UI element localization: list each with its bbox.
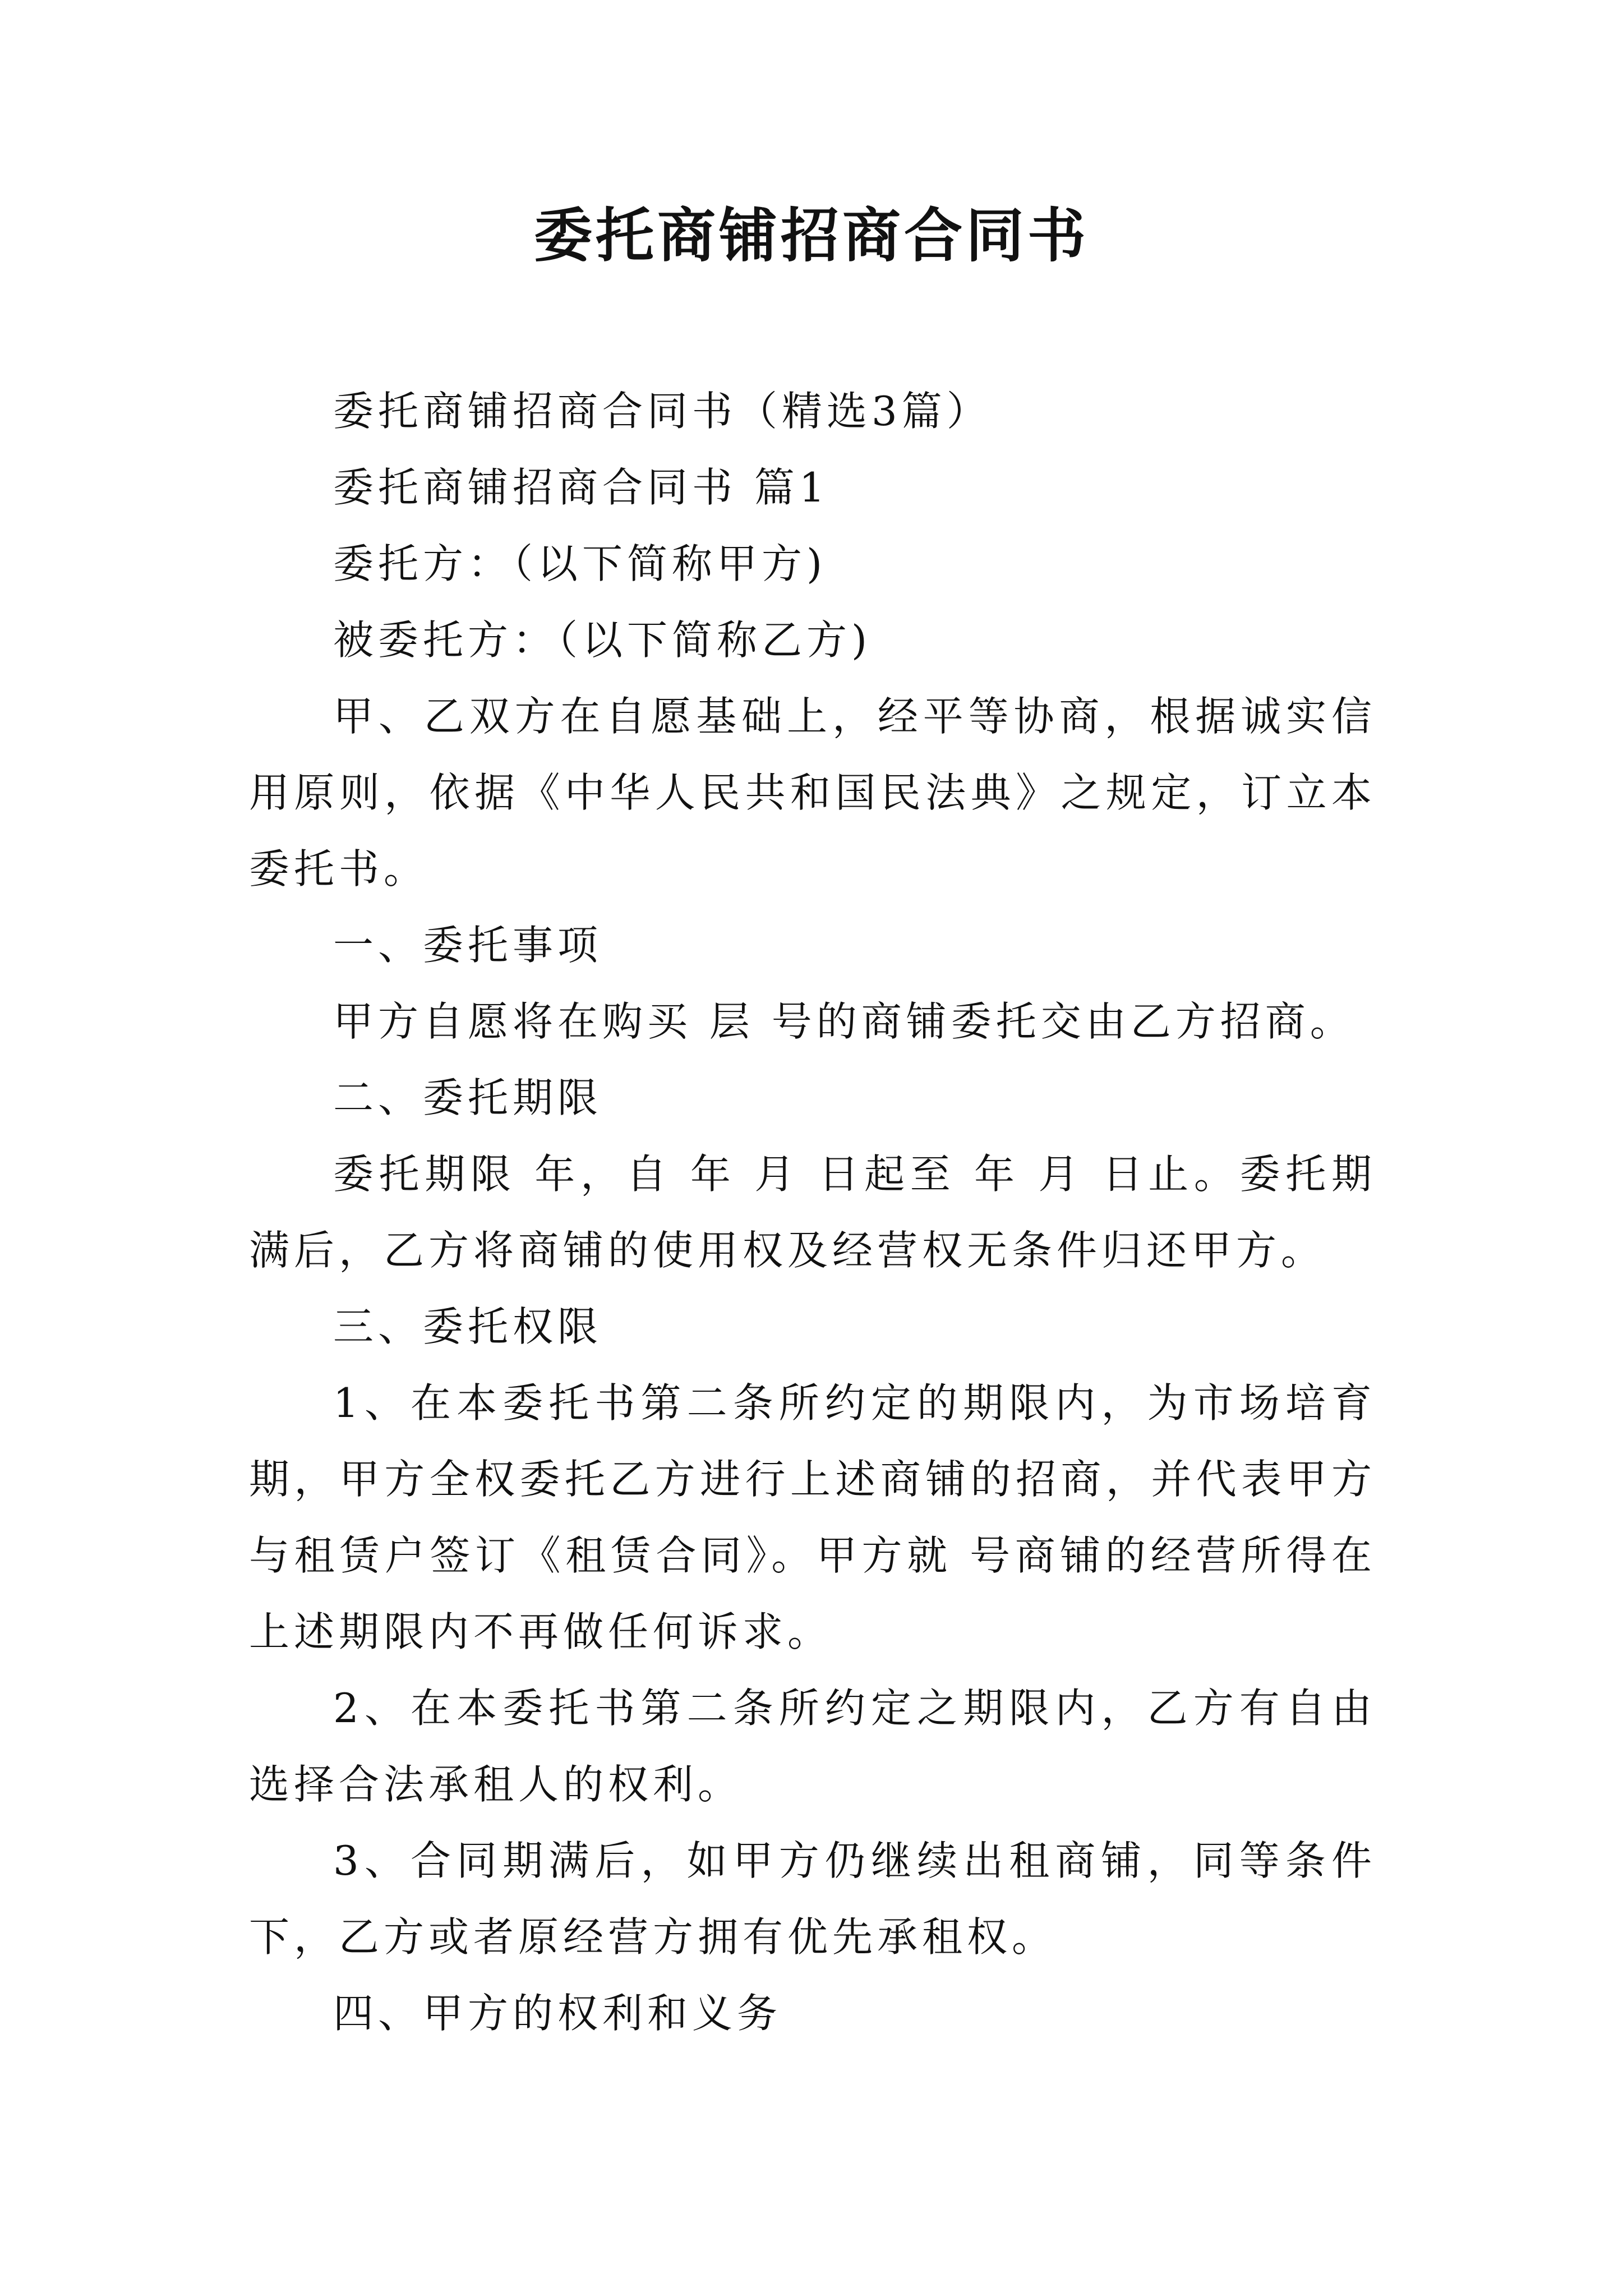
paragraph-authority-3: 3、合同期满后，如甲方仍继续出租商铺，同等条件下，乙方或者原经营方拥有优先承租权。 [249, 1837, 1376, 1961]
paragraph-matters: 甲方自愿将在购买 层 号的商铺委托交由乙方招商。 [333, 998, 1355, 1045]
paragraph-authority-1: 1、在本委托书第二条所约定的期限内，为市场培育期，甲方全权委托乙方进行上述商铺的招商，并代表甲方与租赁户签订《租赁合同》。甲方就 号商铺的经营所得在上述期限内不再做任何诉求。 [249, 1379, 1376, 1655]
paragraph-part-heading: 委托商铺招商合同书 篇1 [333, 464, 829, 511]
paragraph-term: 委托期限 年，自 年 月 日起至 年 月 日止。委托期满后，乙方将商铺的使用权及经营权无条件归还甲方。 [249, 1151, 1376, 1274]
paragraph-authority-2: 2、在本委托书第二条所约定之期限内，乙方有自由选择合法承租人的权利。 [249, 1685, 1376, 1808]
paragraph-preamble: 甲、乙双方在自愿基础上，经平等协商，根据诚实信用原则，依据《中华人民共和国民法典》之规定，订立本委托书。 [249, 693, 1376, 892]
section-heading-term: 二、委托期限 [333, 1074, 603, 1121]
paragraph-subtitle: 委托商铺招商合同书（精选3篇） [333, 388, 992, 435]
document-title: 委托商铺招商合同书 [533, 201, 1089, 270]
section-heading-authority: 三、委托权限 [333, 1303, 603, 1350]
section-heading-rights: 四、甲方的权利和义务 [333, 1990, 782, 2037]
paragraph-agent: 被委托方：（以下简称乙方) [333, 616, 872, 664]
paragraph-principal: 委托方：（以下简称甲方) [333, 540, 827, 587]
section-heading-matters: 一、委托事项 [333, 922, 603, 969]
document-body [249, 373, 1376, 2051]
